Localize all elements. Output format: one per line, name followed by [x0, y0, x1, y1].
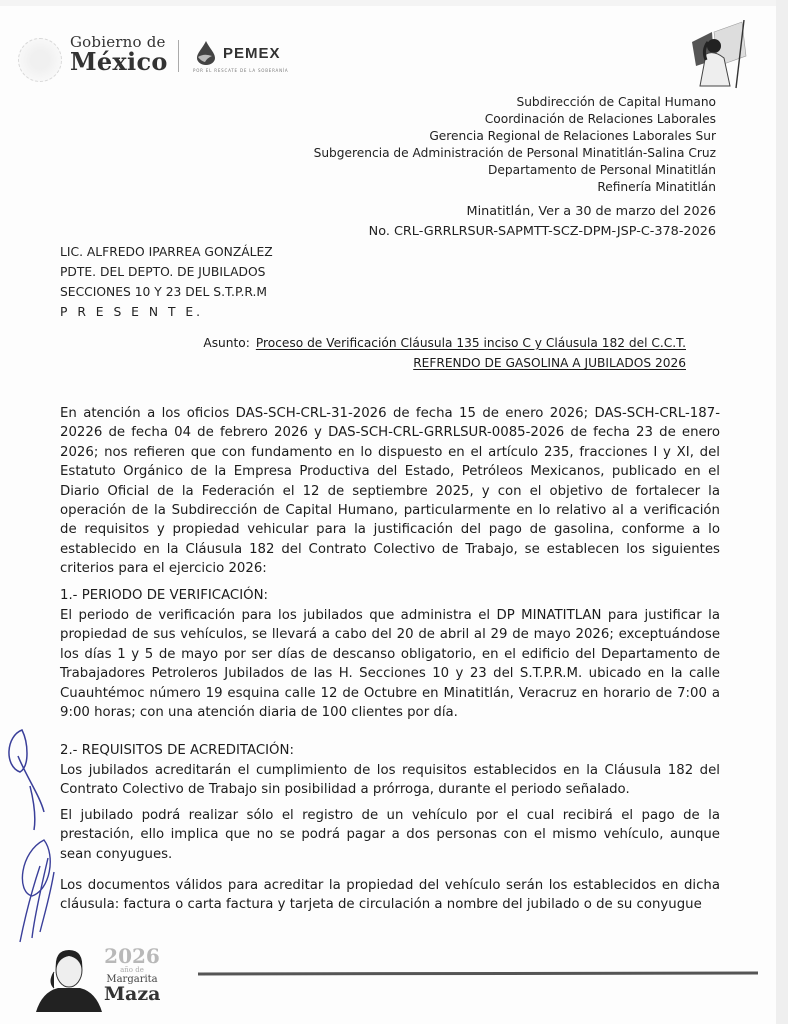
department-line: Refinería Minatitlán: [597, 180, 716, 194]
initials-signature-1: [0, 726, 60, 836]
section-2-paragraph-1: Los jubilados acreditarán el cumplimiento de los requisitos establecidos en la Cláusula 182 del Contrato Colectivo de Trabajo sin posibilidad a prórroga, durante el periodo señalado.: [60, 763, 720, 798]
department-line: Subdirección de Capital Humano: [516, 95, 716, 109]
pemex-wordmark: PEMEX: [223, 45, 281, 62]
year-motto-block: [104, 946, 160, 1004]
department-line: Gerencia Regional de Relaciones Laborales Sur: [429, 129, 716, 143]
scan-edge: [776, 0, 788, 1024]
addressee-presente: P R E S E N T E.: [60, 305, 204, 319]
subject-block: [203, 333, 686, 373]
footer-name-2: Maza: [104, 983, 161, 1005]
addressee-position: PDTE. DEL DEPTO. DE JUBILADOS: [60, 265, 266, 279]
addressee-name: LIC. ALFREDO IPARREA GONZÁLEZ: [60, 245, 273, 259]
document-page: [0, 6, 776, 1024]
addressee-block: [60, 242, 273, 322]
margarita-maza-portrait-icon: [34, 942, 104, 1012]
department-block: [314, 94, 716, 196]
initials-signature-2: [10, 836, 70, 946]
footer-divider-line: [198, 972, 758, 976]
gobierno-logo-main: México: [70, 47, 168, 76]
heroine-flag-emblem-icon: [684, 20, 750, 90]
footer-name-1: Margarita: [106, 974, 158, 985]
national-seal-icon: [18, 38, 62, 82]
department-line: Departamento de Personal Minatitlán: [488, 163, 716, 177]
intro-paragraph: En atención a los oficios DAS-SCH-CRL-31-2026 de fecha 15 de enero 2026; DAS-SCH-CRL-187-20226 de fecha 04 de febrero 2026 y DAS-SCH-CRL-GRRLSUR-0085-2026 de fecha 23 de enero 2026; nos refieren que con fundamento en lo dispuesto en el artículo 235, fracciones I y XI, del Estatuto Orgánico de la Empresa Productiva del Estado, Petróleos Mexicanos, publicado en el Diario Oficial de la Federación el 12 de septiembre 2025, y con el objetivo de fortalecer la operación de la Subdirección de Capital Humano, particularmente en lo relativo al a verificación de requisitos y propiedad vehicular para la justificación del pago de gasolina, conforme a lo establecido en la Cláusula 182 del Contrato Colectivo de Trabajo, se establecen los siguientes criterios para el ejercicio 2026:: [60, 406, 720, 577]
section-2-title: 2.- REQUISITOS DE ACREDITACIÓN:: [60, 743, 294, 758]
section-2-paragraph-3: Los documentos válidos para acreditar la propiedad del vehículo serán los establecidos en dicha cláusula: factura o carta factura y tarjeta de circulación a nombre del jubilado o de su conyugue: [60, 878, 720, 913]
section-1-paragraph: El periodo de verificación para los jubilados que administra el DP MINATITLAN para justificar la propiedad de sus vehículos, se llevará a cabo del 20 de abril al 29 de mayo 2026; exceptuándose los días 1 y 5 de mayo por ser días de descanso obligatorio, en el edificio del Departamento de Trabajadores Petroleros Jubilados de las H. Secciones 10 y 23 del S.T.P.R.M. ubicado en la calle Cuauhtémoc número 19 esquina calle 12 de Octubre en Minatitlán, Veracruz en horario de 7:00 a 9:00 horas; con una atención diaria de 100 clientes por día.: [60, 608, 720, 721]
addressee-sections: SECCIONES 10 Y 23 DEL S.T.P.R.M: [60, 285, 267, 299]
date-line: Minatitlán, Ver a 30 de marzo del 2026: [466, 204, 716, 219]
footer-ano-de: año de: [120, 966, 144, 974]
pemex-tagline: POR EL RESCATE DE LA SOBERANÍA: [193, 68, 289, 73]
logo-divider: [178, 40, 179, 72]
subject-label: Asunto:: [203, 336, 250, 350]
reference-number: No. CRL-GRRLRSUR-SAPMTT-SCZ-DPM-JSP-C-378-2026: [368, 224, 716, 239]
department-line: Coordinación de Relaciones Laborales: [484, 112, 716, 126]
section-1-title: 1.- PERIODO DE VERIFICACIÓN:: [60, 588, 269, 603]
subject-line-2: REFRENDO DE GASOLINA A JUBILADOS 2026: [413, 356, 686, 370]
gobierno-de-mexico-logo: [70, 34, 168, 74]
footer-year: 2026: [104, 944, 160, 968]
section-2-paragraph-2: El jubilado podrá realizar sólo el registro de un vehículo por el cual recibirá el pago de la prestación, ello implica que no se podrá pagar a dos personas con el mismo vehículo, aunque sean conyugues.: [60, 808, 720, 862]
pemex-eagle-drop-icon: [193, 40, 219, 66]
department-line: Subgerencia de Administración de Personal Minatitlán-Salina Cruz: [313, 146, 716, 160]
subject-line-1: Proceso de Verificación Cláusula 135 inciso C y Cláusula 182 del C.C.T.: [255, 336, 686, 350]
date-reference-block: [369, 202, 716, 242]
gobierno-logo-top: Gobierno de: [70, 33, 166, 51]
